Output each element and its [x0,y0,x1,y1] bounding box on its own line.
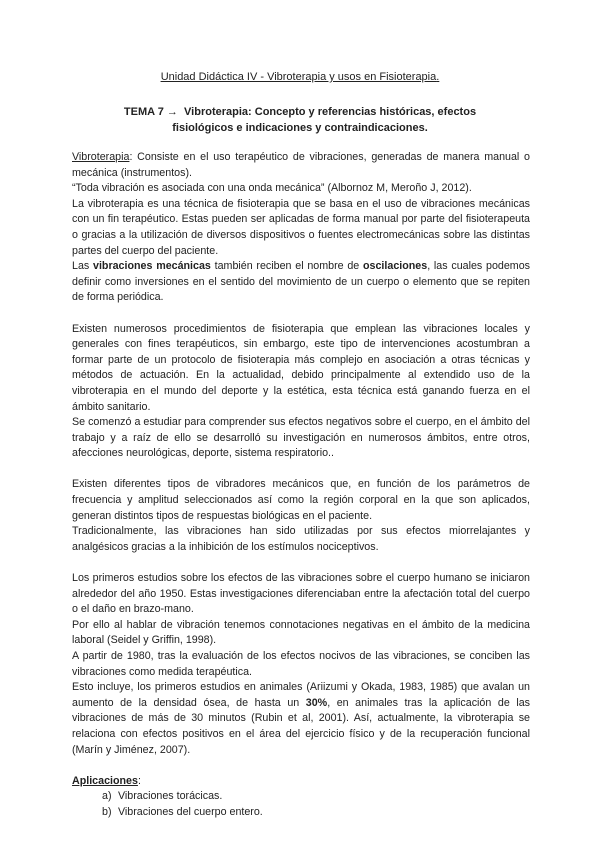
section2-paragraph-1: Existen numerosos procedimientos de fisioterapia que emplean las vibraciones locales y generales con fines terapéuticos, sin embargo, este tipo de intervenciones acostumbran a formar parte de un protocolo de fisioterapia más complejo en asociación a otras técnicas y métodos de actuación. En la actualidad, debido principalmente al extendido uso de la vibroterapia en el mundo del deporte y la estética, esta técnica está ganando fuerza en el ámbito sanitario. [72,322,530,413]
quote-paragraph: “Toda vibración es asociada con una onda mecánica” (Albornoz M, Meroño J, 2012). [72,182,472,195]
tema-title [72,104,528,136]
tema-line-1: Vibroterapia: Concepto y referencias históricas, efectos [184,106,477,118]
intro-paragraph-2: La vibroterapia es una técnica de fisioterapia que se basa en el uso de vibraciones mecánicas con un fin terapéutico. Estas pueden ser aplicadas de forma manual por parte del fisioterapeuta o gracias a la utilización de diversos dispositivos o fuentes electromecánicas sobre las distintas partes del cuerpo del paciente. [72,197,530,257]
section4-paragraph-4: Esto incluye, los primeros estudios en animales (Ariizumi y Okada, 1983, 1985) que avalan un aumento de la densidad ósea, de hasta un 30%, en animales tras la aplicación de las vibraciones de más de 30 minutos (Rubin et al, 2001). Así, actualmente, la vibroterapia se relaciona con efectos positivos en el área del ejercicio físico y de la recuperación funcional (Marín y Jiménez, 2007). [72,681,530,756]
section3-paragraph-1: Existen diferentes tipos de vibradores mecánicos que, en función de los parámetros de frecuencia y amplitud seleccionados así como la región corporal en la que son aplicados, generan distintos tipos de respuestas biológicas en el paciente. [72,478,530,522]
term-vibroterapia: Vibroterapia [72,151,130,163]
list-item: b) Vibraciones del cuerpo entero. [102,805,263,818]
unit-title: Unidad Didáctica IV - Vibroterapia y usos en Fisioterapia. [160,71,440,83]
list-item: a) Vibraciones torácicas. [102,790,223,803]
aplicaciones-heading: Aplicaciones: [72,774,141,787]
aplicaciones-list [72,789,530,820]
section3-paragraph-2: Tradicionalmente, las vibraciones han sido utilizadas por sus efectos miorrelajantes y analgésicos gracias a la inhibición de los estímulos nociceptivos. [72,525,530,553]
intro-paragraph-3: Las vibraciones mecánicas también reciben el nombre de oscilaciones, las cuales podemos definir como inversiones en el sentido del movimiento de un cuerpo o elemento que se repiten de forma periódica. [72,260,530,304]
section2-paragraph-2: Se comenzó a estudiar para comprender sus efectos negativos sobre el cuerpo, en el ámbito del trabajo y a raíz de ello se desarrolló su investigación en numerosos ámbitos, entre otros, afecciones neurológicas, deporte, sistema respiratorio.. [72,416,530,460]
section4-paragraph-1: Los primeros estudios sobre los efectos de las vibraciones sobre el cuerpo humano se iniciaron alrededor del año 1950. Estas investigaciones diferenciaban entre la afectación total del cuerpo o el daño en brazo-mano. [72,572,530,616]
tema-label: TEMA 7 → [123,106,178,118]
document-body [72,150,530,821]
section4-paragraph-2: Por ello al hablar de vibración tenemos connotaciones negativas en el ámbito de la medicina laboral (Seidel y Griffin, 1998). [72,618,530,647]
tema-line-2: fisiológicos e indicaciones y contraindicaciones. [172,122,428,134]
section4-paragraph-3: A partir de 1980, tras la evaluación de los efectos nocivos de las vibraciones, se conciben las vibraciones como medida terapéutica. [72,650,530,678]
definition-paragraph: Vibroterapia: Consiste en el uso terapéutico de vibraciones, generadas de manera manual o mecánica (instrumentos). [72,151,530,179]
